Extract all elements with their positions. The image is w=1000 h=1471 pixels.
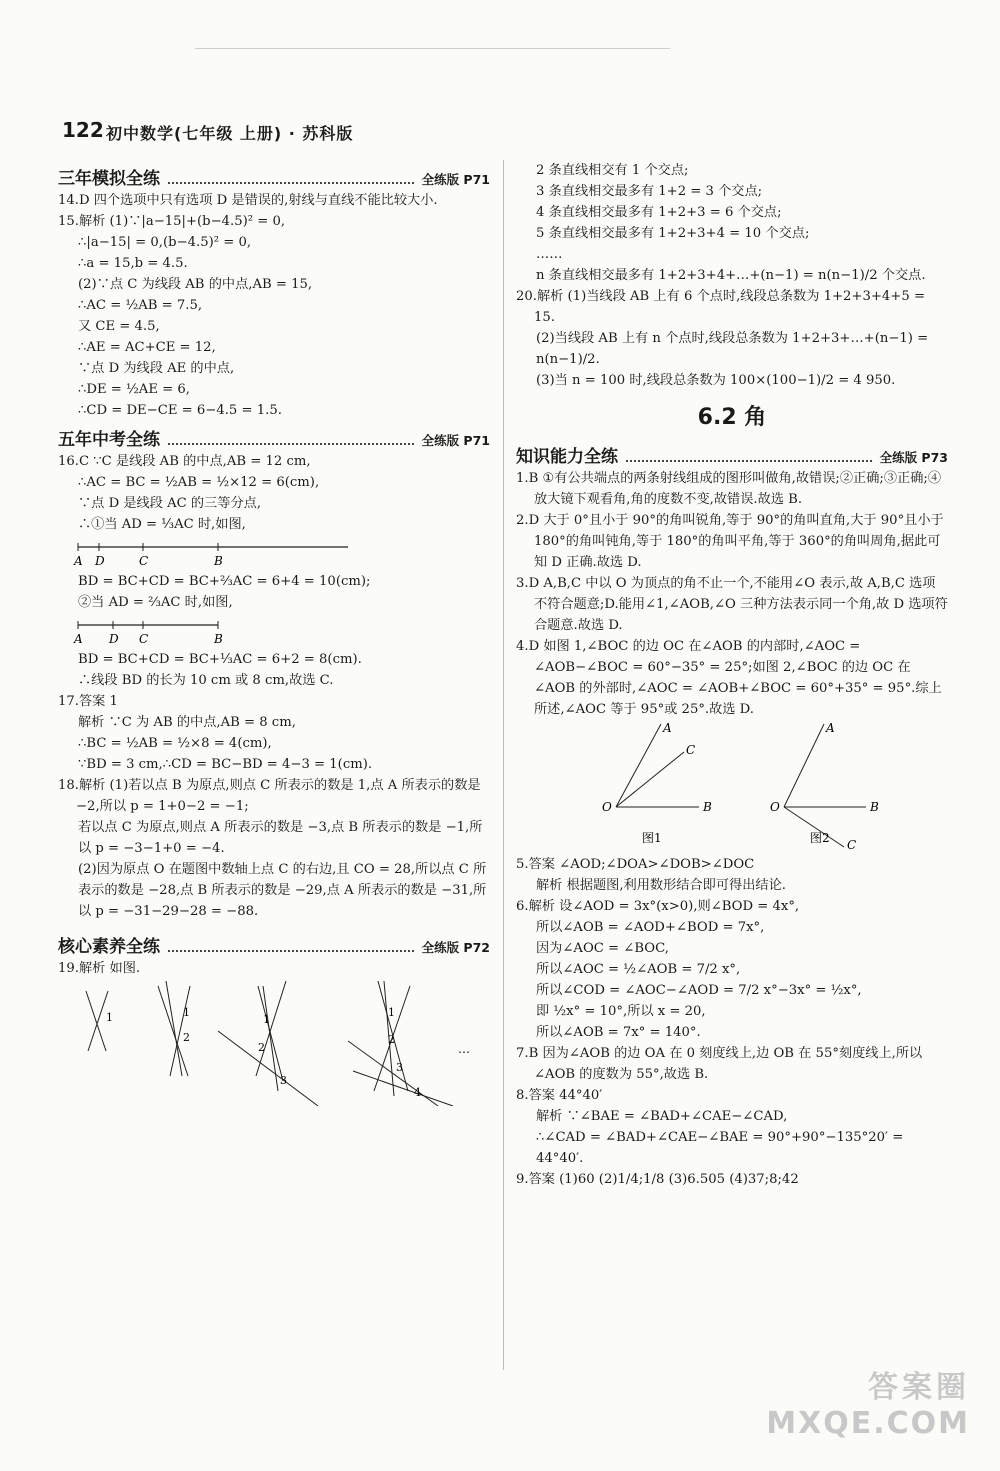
intersection-count-2: 2 <box>388 1033 395 1046</box>
intersection-count-3: 3 <box>280 1074 287 1087</box>
point-label-a: A <box>74 554 83 568</box>
section-ref: 全练版 P71 <box>421 433 490 448</box>
point-label-o: O <box>602 800 612 814</box>
page-number: 122 <box>62 118 104 142</box>
answer-16-line: BD = BC+CD = BC+⅓AC = 6+2 = 8(cm). <box>78 652 362 667</box>
section-header <box>58 928 490 958</box>
answer-19: 19.解析 如图. <box>58 961 141 976</box>
intersection-count-2: 2 <box>258 1041 265 1054</box>
figure-caption-1: 图1 <box>642 831 662 845</box>
answer-15-line: 15.解析 (1)∵|a−15|+(b−4.5)² = 0, <box>58 214 286 229</box>
segment-figure-1 <box>58 537 358 569</box>
answer-2: 2.D 大于 0°且小于 90°的角叫锐角,等于 90°的角叫直角,大于 90°且小于 180°的角叫钝角,等于 180°的角叫平角,等于 360°的角叫周角,据此可知 D 正确.故选 D. <box>516 513 944 570</box>
intersection-count-1: 1 <box>106 1011 113 1024</box>
leader-dots <box>168 182 414 184</box>
answer-5-line: 解析 根据题图,利用数形结合即可得出结论. <box>536 878 786 893</box>
answer-19-cont: 2 条直线相交有 1 个交点; <box>536 163 689 178</box>
answer-15-line: ∴|a−15| = 0,(b−4.5)² = 0, <box>78 235 252 250</box>
answer-15-line: ∴DE = ½AE = 6, <box>78 382 190 397</box>
answer-19-cont: n 条直线相交最多有 1+2+3+4+…+(n−1) = n(n−1)/2 个交点. <box>536 268 926 283</box>
answer-20-line: (2)当线段 AB 上有 n 个点时,线段总条数为 1+2+3+…+(n−1) = n(n−1)/2. <box>536 331 929 367</box>
point-label-b: B <box>870 800 879 814</box>
answer-17-line: 17.答案 1 <box>58 694 118 709</box>
point-label-d: D <box>95 554 105 568</box>
section-title: 三年模拟全练 <box>58 169 160 189</box>
section-ref: 全练版 P72 <box>421 940 490 955</box>
answer-16-line: ∴①当 AD = ⅓AC 时,如图, <box>78 517 246 532</box>
point-label-b: B <box>214 632 223 646</box>
answer-20-line: 20.解析 (1)当线段 AB 上有 6 个点时,线段总条数为 1+2+3+4+5 = 15. <box>516 289 925 325</box>
answer-15-line: ∴AE = AC+CE = 12, <box>78 340 216 355</box>
answer-19-cont: 5 条直线相交最多有 1+2+3+4 = 10 个交点; <box>536 226 810 241</box>
answer-18-line: (2)因为原点 O 在题图中数轴上点 C 的右边,且 CO = 28,所以点 C 所表示的数是 −28,点 B 所表示的数是 −29,点 A 所表示的数是 −31,所以 p = −31−29−28 = −88. <box>78 862 487 919</box>
answer-6-line: 所以∠AOB = ∠AOD+∠BOD = 7x°, <box>536 920 765 935</box>
answer-6-line: 因为∠AOC = ∠BOC, <box>536 941 669 956</box>
ellipsis: … <box>458 1042 470 1056</box>
answer-15-line: ∴AC = ½AB = 7.5, <box>78 298 203 313</box>
section-title: 核心素养全练 <box>58 937 160 957</box>
watermark-url: MXQE.COM <box>766 1406 970 1441</box>
section-header <box>58 160 490 190</box>
answer-15-line: (2)∵点 C 为线段 AB 的中点,AB = 15, <box>78 277 313 292</box>
point-label-a: A <box>663 722 672 735</box>
answer-7: 7.B 因为∠AOB 的边 OA 在 0 刻度线上,边 OB 在 55°刻度线上,所以∠AOB 的度数为 55°,故选 B. <box>516 1046 923 1082</box>
point-label-d: D <box>109 632 119 646</box>
angle-figures <box>516 722 936 852</box>
leader-dots <box>626 460 872 462</box>
section-header <box>516 438 948 468</box>
answer-16-line: 16.C ∵C 是线段 AB 的中点,AB = 12 cm, <box>58 454 311 469</box>
leader-dots <box>168 950 414 952</box>
answer-15-line: ∴a = 15,b = 4.5. <box>78 256 188 271</box>
intersection-count-1: 1 <box>263 1013 270 1026</box>
answer-5-line: 5.答案 ∠AOD;∠DOA>∠DOB>∠DOC <box>516 857 755 872</box>
point-label-b: B <box>703 800 712 814</box>
intersection-count-1: 1 <box>388 1006 395 1019</box>
answer-18-line: 若以点 C 为原点,则点 A 所表示的数是 −3,点 B 所表示的数是 −1,所以 p = −3−1+0 = −4. <box>78 820 483 856</box>
answer-15-line: ∵点 D 为线段 AE 的中点, <box>78 361 235 376</box>
intersection-count-4: 4 <box>414 1086 421 1099</box>
top-rule <box>195 48 670 49</box>
answer-19-cont: 3 条直线相交最多有 1+2 = 3 个交点; <box>536 184 763 199</box>
section-ref: 全练版 P73 <box>879 450 948 465</box>
chapter-heading: 6.2 角 <box>697 405 767 430</box>
watermark-text: 答案圈 <box>868 1370 970 1405</box>
point-label-c: C <box>139 554 149 568</box>
answer-16-line: BD = BC+CD = BC+⅔AC = 6+4 = 10(cm); <box>78 574 371 589</box>
section-ref: 全练版 P71 <box>421 172 490 187</box>
figure-caption-2: 图2 <box>810 831 830 845</box>
answer-4: 4.D 如图 1,∠BOC 的边 OC 在∠AOB 的内部时,∠AOC = ∠AOB−∠BOC = 60°−35° = 25°;如图 2,∠BOC 的边 OC 在∠AOB 的外部时,∠AOC = ∠AOB+∠BOC = 60°+35° = 95°.综上所述,∠AOC 等于 95°或 25°.故选 D. <box>516 639 942 717</box>
section-title: 知识能力全练 <box>516 447 618 467</box>
point-label-b: B <box>214 554 223 568</box>
answer-19-cont: 4 条直线相交最多有 1+2+3 = 6 个交点; <box>536 205 782 220</box>
intersection-count-2: 2 <box>183 1031 190 1044</box>
left-column <box>58 160 490 1108</box>
point-label-a: A <box>74 632 83 646</box>
answer-18-line: 18.解析 (1)若以点 B 为原点,则点 C 所表示的数是 1,点 A 所表示的数是 −2,所以 p = 1+0−2 = −1; <box>58 778 481 814</box>
answer-20-line: (3)当 n = 100 时,线段总条数为 100×(100−1)/2 = 4 950. <box>536 373 896 388</box>
answer-8-line: ∴∠CAD = ∠BAD+∠CAE−∠BAE = 90°+90°−135°20′ = 44°40′. <box>536 1130 904 1166</box>
book-title: 初中数学(七年级 上册) · 苏科版 <box>106 124 354 143</box>
answer-3: 3.D A,B,C 中以 O 为顶点的角不止一个,不能用∠O 表示,故 A,B,C 选项不符合题意;D.能用∠1,∠AOB,∠O 三种方法表示同一个角,故 D 选项符合题意.故选 D. <box>516 576 948 633</box>
answer-16-line: ∴线段 BD 的长为 10 cm 或 8 cm,故选 C. <box>78 673 334 688</box>
answer-6-line: 所以∠AOC = ½∠AOB = 7/2 x°, <box>536 962 741 977</box>
answer-16-line: ②当 AD = ⅔AC 时,如图, <box>78 595 233 610</box>
answer-15-line: 又 CE = 4.5, <box>78 319 160 334</box>
point-label-c: C <box>686 743 696 757</box>
answer-17-line: ∵BD = 3 cm,∴CD = BC−BD = 4−3 = 1(cm). <box>78 757 373 772</box>
point-label-o: O <box>770 800 780 814</box>
answer-19-cont: …… <box>536 247 563 262</box>
answer-6-line: 所以∠AOB = 7x° = 140°. <box>536 1025 701 1040</box>
intersection-count-3: 3 <box>396 1061 403 1074</box>
answer-9: 9.答案 (1)60 (2)1/4;1/8 (3)6.505 (4)37;8;42 <box>516 1172 799 1187</box>
answer-17-line: 解析 ∵C 为 AB 的中点,AB = 8 cm, <box>78 715 296 730</box>
answer-15-line: ∴CD = DE−CE = 6−4.5 = 1.5. <box>78 403 282 418</box>
answer-6-line: 6.解析 设∠AOD = 3x°(x>0),则∠BOD = 4x°, <box>516 899 800 914</box>
section-title: 五年中考全练 <box>58 430 160 450</box>
answer-8-line: 解析 ∵∠BAE = ∠BAD+∠CAE−∠CAD, <box>536 1109 788 1124</box>
right-column <box>516 160 948 1190</box>
answer-16-line: ∴AC = BC = ½AB = ½×12 = 6(cm), <box>78 475 320 490</box>
intersection-count-1: 1 <box>183 1006 190 1019</box>
point-label-c: C <box>139 632 149 646</box>
section-header <box>58 421 490 451</box>
answer-6-line: 即 ½x° = 10°,所以 x = 20, <box>536 1004 706 1019</box>
answer-17-line: ∴BC = ½AB = ½×8 = 4(cm), <box>78 736 272 751</box>
column-divider <box>503 160 504 1370</box>
segment-figure-2 <box>58 615 358 647</box>
watermark <box>766 1362 970 1441</box>
answer-8-line: 8.答案 44°40′ <box>516 1088 603 1103</box>
intersecting-lines-figure <box>58 981 478 1106</box>
answer-1: 1.B ①有公共端点的两条射线组成的图形叫做角,故错误;②正确;③正确;④放大镜下观看角,角的度数不变,故错误.故选 B. <box>516 471 942 507</box>
point-label-c: C <box>847 838 857 852</box>
answer-6-line: 所以∠COD = ∠AOC−∠AOD = 7/2 x°−3x° = ½x°, <box>536 983 862 998</box>
answer-14: 14.D 四个选项中只有选项 D 是错误的,射线与直线不能比较大小. <box>58 193 438 208</box>
leader-dots <box>168 443 414 445</box>
point-label-a: A <box>826 722 835 735</box>
answer-16-line: ∵点 D 是线段 AC 的三等分点, <box>78 496 262 511</box>
